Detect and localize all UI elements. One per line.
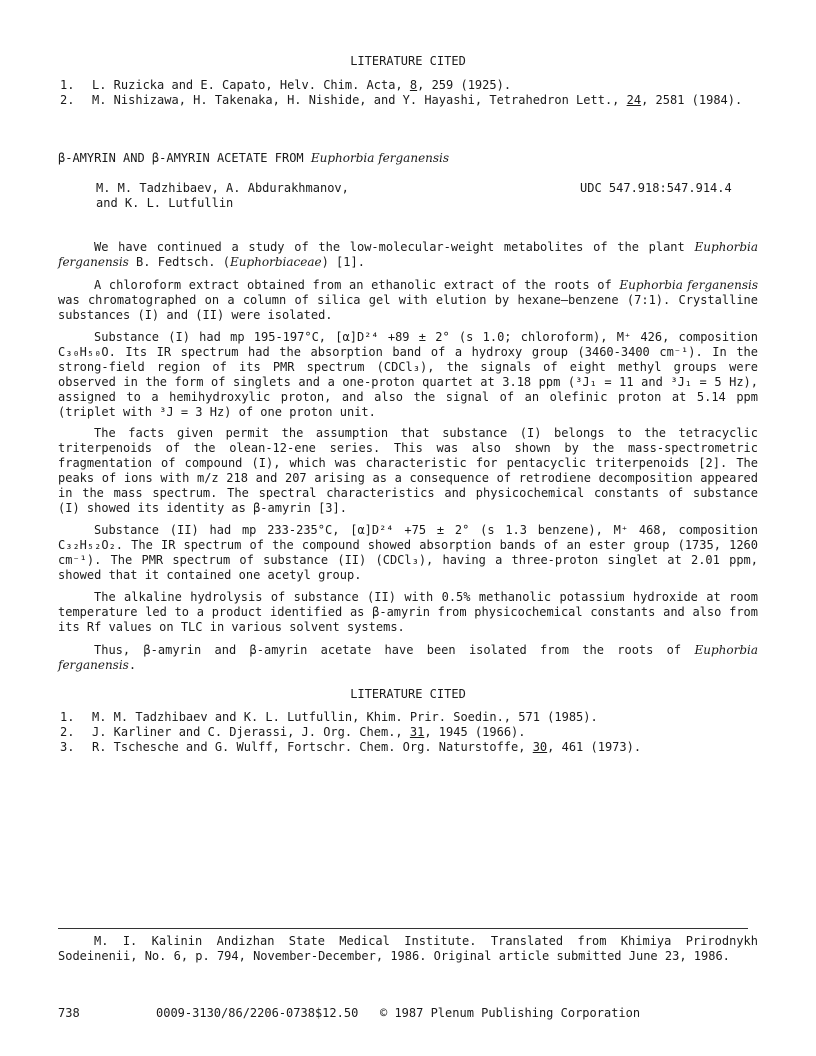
reference-volume: 30 bbox=[532, 740, 548, 754]
paragraph-6: The alkaline hydrolysis of substance (II) with 0.5% methanolic potassium hydroxide at room temperature led to a product identified as β-amyrin from physicochemical constants and also from its Rf values on TLC in various solvent systems. bbox=[58, 590, 758, 634]
reference-number: 2. bbox=[60, 93, 75, 107]
authors-line-2: and K. L. Lutfullin bbox=[96, 196, 234, 210]
reference-item bbox=[60, 78, 780, 93]
paragraph-3: Substance (I) had mp 195-197°C, [α]D²⁴ +89 ± 2° (s 1.0; chloroform), M⁺ 426, composition C₃₀H₅₀O. Its IR spectrum had the absorption band of a hydroxy group (3460-3400 cm⁻¹). In the strong-field region of its PMR spectrum (CDCl₃), the signals of eight methyl groups were observed in the form of singlets and a one-proton quartet at 3.18 ppm (³J₁ = 11 and ³J₁ = 5 Hz), assigned to a hemihydroxylic proton, and also the signal of an olefinic proton at 5.14 ppm (triplet with ³J = 3 Hz) of one proton unit. bbox=[58, 330, 758, 419]
article-title-text: β-AMYRIN AND β-AMYRIN ACETATE FROM bbox=[58, 151, 311, 165]
reference-text: J. Karliner and C. Djerassi, J. Org. Chem., bbox=[92, 725, 410, 739]
page-number: 738 bbox=[58, 1006, 80, 1020]
paragraph-5: Substance (II) had mp 233-235°C, [α]D²⁴ +75 ± 2° (s 1.3 benzene), M⁺ 468, composition C₃₂H₅₂O₂. The IR spectrum of the compound showed absorption bands of an ester group (1735, 1260 cm⁻¹). The PMR spectrum of substance (II) (CDCl₃), having a three-proton singlet at 2.01 ppm, showed that it contained one acetyl group. bbox=[58, 523, 758, 582]
reference-pages: , 461 (1973). bbox=[547, 740, 642, 754]
reference-pages: , 259 (1925). bbox=[417, 78, 512, 92]
reference-volume: 31 bbox=[409, 725, 425, 739]
paragraph-7: Thus, β-amyrin and β-amyrin acetate have been isolated from the roots of Euphorbia ferganensis. bbox=[58, 643, 758, 672]
reference-number: 1. bbox=[60, 78, 75, 92]
authors-line-1: M. M. Tadzhibaev, A. Abdurakhmanov, bbox=[96, 181, 349, 195]
reference-item bbox=[60, 740, 780, 755]
article-code: 0009-3130/86/2206-0738$12.50 bbox=[156, 1006, 359, 1020]
reference-item bbox=[60, 725, 780, 740]
reference-text: M. Nishizawa, H. Takenaka, H. Nishide, and Y. Hayashi, Tetrahedron Lett., bbox=[92, 93, 627, 107]
reference-pages: , 1945 (1966). bbox=[424, 725, 526, 739]
literature-cited-heading-bottom: LITERATURE CITED bbox=[350, 687, 466, 701]
paragraph-4: The facts given permit the assumption that substance (I) belongs to the tetracyclic triterpenoids of the olean-12-ene series. This was also shown by the mass-spectrometric fragmentation of compound (I), which was characteristic for pentacyclic triterpenoids [2]. The peaks of ions with m/z 218 and 207 arising as a consequence of retrodiene decomposition appeared in the mass spectrum. The spectral characteristics and physicochemical constants of substance (I) showed its identity as β-amyrin [3]. bbox=[58, 426, 758, 515]
reference-number: 3. bbox=[60, 740, 75, 754]
literature-cited-heading-top: LITERATURE CITED bbox=[350, 54, 466, 68]
udc-code: UDC 547.918:547.914.4 bbox=[580, 181, 732, 195]
reference-text: M. M. Tadzhibaev and K. L. Lutfullin, Khim. Prir. Soedin., 571 (1985). bbox=[92, 710, 598, 724]
reference-pages: , 2581 (1984). bbox=[641, 93, 743, 107]
reference-number: 2. bbox=[60, 725, 75, 739]
reference-text: R. Tschesche and G. Wulff, Fortschr. Chem. Org. Naturstoffe, bbox=[92, 740, 533, 754]
footnote: M. I. Kalinin Andizhan State Medical Institute. Translated from Khimiya Prirodnykh Sodeinenii, No. 6, p. 794, November-December, 1986. Original article submitted June 23, 1986. bbox=[58, 934, 758, 963]
reference-text: L. Ruzicka and E. Capato, Helv. Chim. Acta, bbox=[92, 78, 410, 92]
copyright-notice: © 1987 Plenum Publishing Corporation bbox=[380, 1006, 641, 1020]
article-title-species: Euphorbia ferganensis bbox=[310, 151, 450, 165]
footnote-divider bbox=[58, 928, 748, 929]
paragraph-2: A chloroform extract obtained from an ethanolic extract of the roots of Euphorbia ferganensis was chromatographed on a column of silica gel with elution by hexane–benzene (7:1). Crystalline substances (I) and (II) were isolated. bbox=[58, 278, 759, 322]
reference-number: 1. bbox=[60, 710, 75, 724]
reference-item bbox=[60, 93, 780, 108]
article-title bbox=[58, 151, 449, 166]
reference-volume: 24 bbox=[626, 93, 642, 107]
paragraph-1: We have continued a study of the low-molecular-weight metabolites of the plant Euphorbia ferganensis B. Fedtsch. (Euphorbiaceae) [1]. bbox=[58, 240, 758, 269]
reference-volume: 8 bbox=[409, 78, 418, 92]
reference-item bbox=[60, 710, 780, 725]
